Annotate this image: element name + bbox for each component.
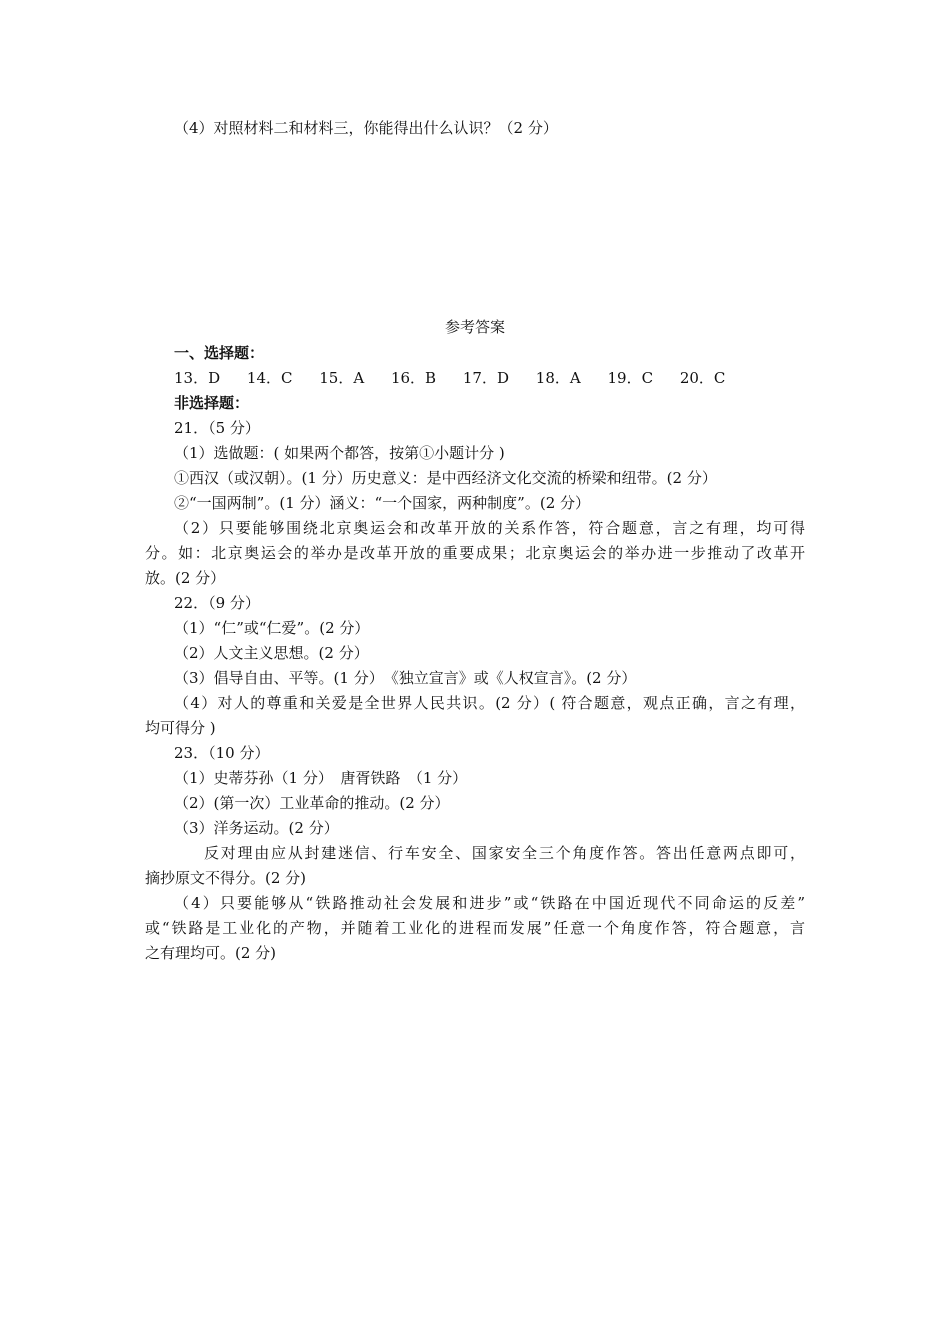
q23-line: 摘抄原文不得分。(2 分) [145,869,307,887]
q23-line: （1）史蒂芬孙（1 分） 唐胥铁路 （1 分） [174,769,468,787]
q23-head: 23．（10 分） [174,744,270,762]
q23-line: 之有理均可。(2 分) [145,944,277,962]
q22-line: （3）倡导自由、平等。(1 分） 《独立宣言》或《人权宣言》。(2 分） [174,669,637,687]
mc-heading: 一、选择题： [174,344,265,362]
q23-line: （3）洋务运动。(2 分） [174,819,339,837]
mc-answer: 15．A [319,369,365,387]
q21-line: 分。如：北京奥运会的举办是改革开放的重要成果；北京奥运会的举办进一步推动了改革开 [145,544,805,562]
mc-answer: 20．C [679,369,726,387]
q21-line: 放。(2 分） [145,569,226,587]
q22-line: （2）人文主义思想。(2 分） [174,644,369,662]
q21-line: （2）只要能够围绕北京奥运会和改革开放的关系作答，符合题意，言之有理，均可得 [174,519,805,537]
mc-answer: 14．C [246,369,293,387]
q22-line: （1）“仁”或“仁爱”。(2 分） [174,619,370,637]
non-mc-heading: 非选择题： [174,394,250,412]
q23-line: （2）(第一次）工业革命的推动。(2 分） [174,794,450,812]
answers-title: 参考答案 [444,318,505,336]
q21-line: ②“一国两制”。(1 分）涵义：“一个国家，两种制度”。(2 分） [174,494,591,512]
q21-line: ①西汉（或汉朝）。(1 分）历史意义：是中西经济文化交流的桥梁和纽带。(2 分） [174,469,717,487]
q22-head: 22．（9 分） [174,594,260,612]
question-4: （4）对照材料二和材料三，你能得出什么认识？（2 分） [174,119,558,137]
q21-head: 21．（5 分） [174,419,260,437]
mc-answers [174,368,747,388]
mc-answer: 19．C [607,369,654,387]
q22-line: （4）对人的尊重和关爱是全世界人民共识。(2 分）( 符合题意，观点正确，言之有理， [174,694,805,712]
mc-answer: 16．B [390,369,437,387]
q23-line: 反对理由应从封建迷信、行车安全、国家安全三个角度作答。答出任意两点即可， [204,844,805,862]
mc-answer: 18．A [535,369,581,387]
q23-line: 或“铁路是工业化的产物，并随着工业化的进程而发展”任意一个角度作答，符合题意，言 [145,919,805,937]
mc-answer: 17．D [462,369,509,387]
q21-line: （1）选做题：( 如果两个都答，按第①小题计分 ) [174,444,505,462]
q23-line: （4）只要能够从“铁路推动社会发展和进步”或“铁路在中国近现代不同命运的反差” [174,894,805,912]
q22-line: 均可得分 ) [145,719,216,737]
mc-answer: 13．D [174,369,221,387]
